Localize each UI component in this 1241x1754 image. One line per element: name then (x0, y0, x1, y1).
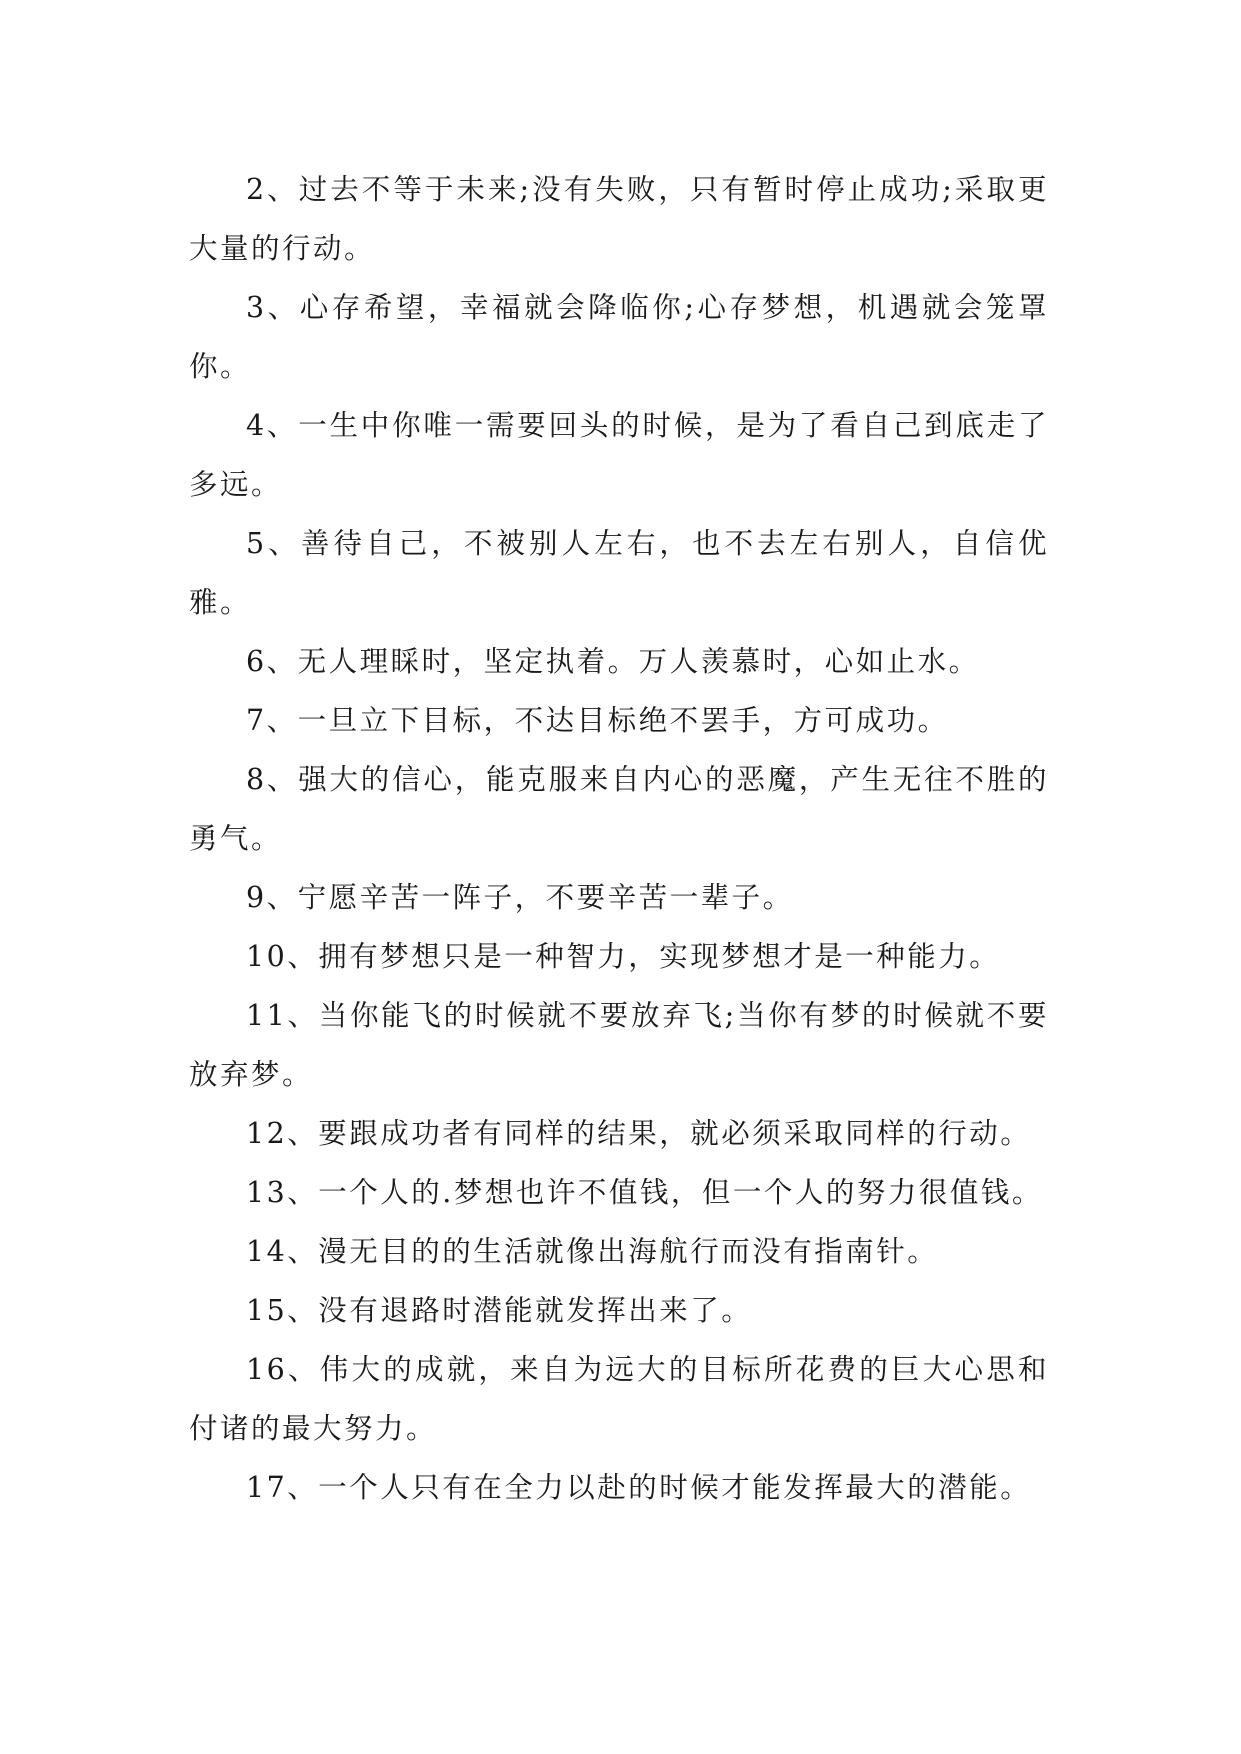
document-body (189, 160, 1049, 1517)
paragraph-17: 17、一个人只有在全力以赴的时候才能发挥最大的潜能。 (246, 1471, 1032, 1504)
paragraph-11: 11、当你能飞的时候就不要放弃飞;当你有梦的时候就不要放弃梦。 (189, 999, 1049, 1091)
paragraph-12: 12、要跟成功者有同样的结果，就必须采取同样的行动。 (246, 1117, 1032, 1150)
paragraph-15: 15、没有退路时潜能就发挥出来了。 (246, 1294, 753, 1327)
paragraph-10: 10、拥有梦想只是一种智力，实现梦想才是一种能力。 (246, 940, 1001, 973)
paragraph-4: 4、一生中你唯一需要回头的时候，是为了看自己到底走了多远。 (189, 409, 1049, 501)
paragraph-3: 3、心存希望，幸福就会降临你;心存梦想，机遇就会笼罩你。 (189, 291, 1049, 383)
paragraph-5: 5、善待自己，不被别人左右，也不去左右别人，自信优雅。 (189, 527, 1049, 619)
paragraph-16: 16、伟大的成就，来自为远大的目标所花费的巨大心思和付诸的最大努力。 (189, 1353, 1049, 1445)
paragraph-13: 13、一个人的.梦想也许不值钱，但一个人的努力很值钱。 (246, 1176, 1043, 1209)
paragraph-9: 9、宁愿辛苦一阵子，不要辛苦一辈子。 (246, 881, 794, 914)
paragraph-6: 6、无人理睬时，坚定执着。万人羡慕时，心如止水。 (246, 645, 980, 678)
paragraph-8: 8、强大的信心，能克服来自内心的恶魔，产生无往不胜的勇气。 (189, 763, 1049, 855)
paragraph-2: 2、过去不等于未来;没有失败，只有暂时停止成功;采取更大量的行动。 (189, 173, 1049, 265)
paragraph-14: 14、漫无目的的生活就像出海航行而没有指南针。 (246, 1235, 939, 1268)
paragraph-7: 7、一旦立下目标，不达目标绝不罢手，方可成功。 (246, 704, 949, 737)
